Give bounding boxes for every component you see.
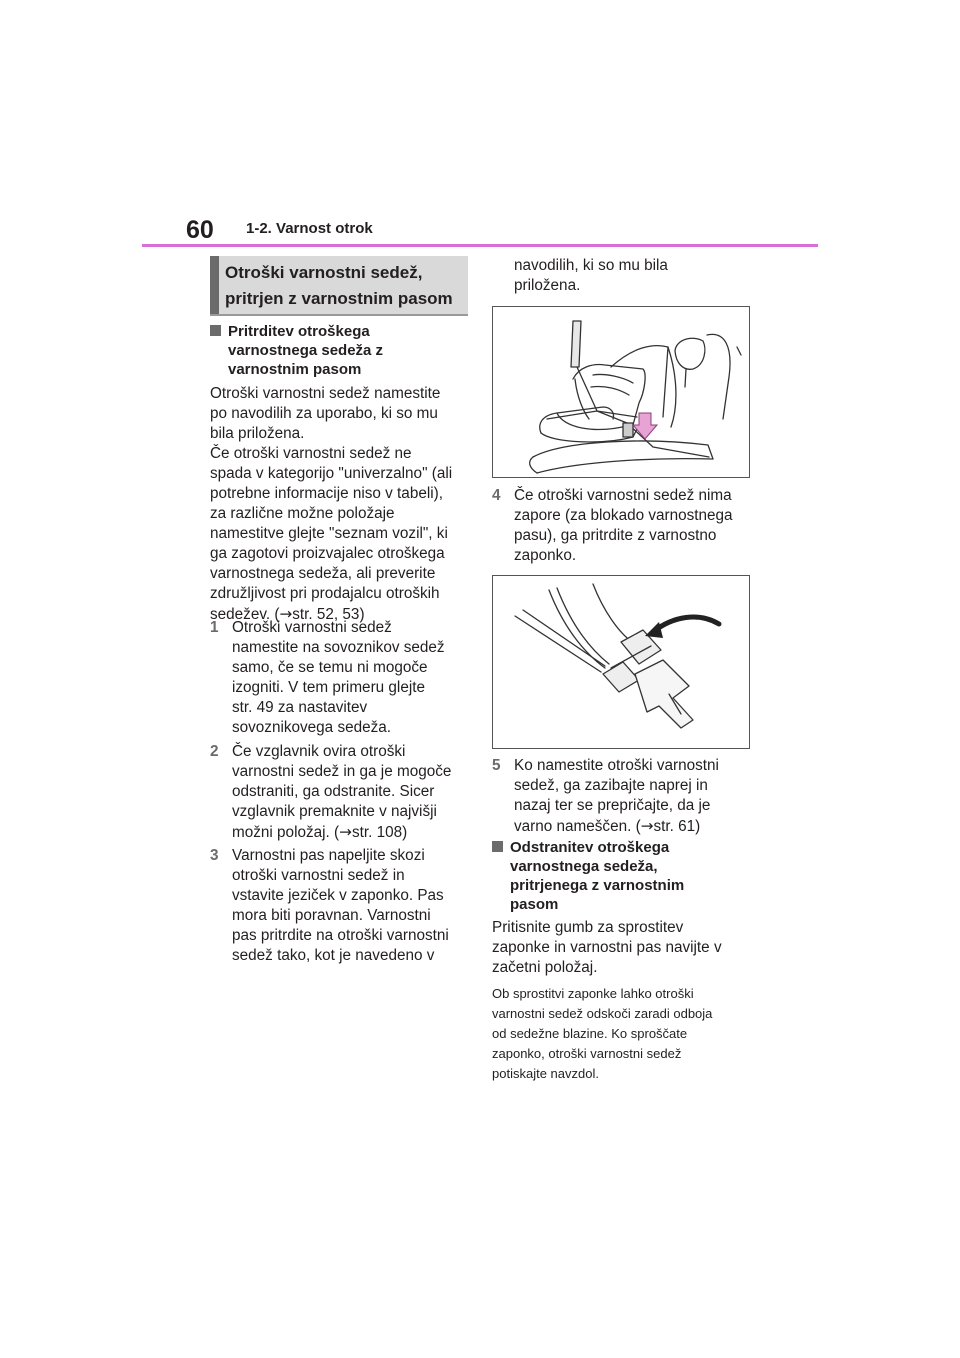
removal-paragraph [492, 918, 756, 978]
section-title: 1-2. Varnost otrok [246, 220, 373, 237]
child-seat-drawing [493, 307, 749, 477]
text-line: sedež tako, kot je navedeno v [232, 947, 435, 964]
page-ref-arrow-icon: → [640, 817, 654, 835]
text-line [232, 822, 451, 843]
step-number: 4 [492, 487, 501, 504]
square-bullet-icon [210, 325, 221, 336]
text-line: Če otroški varnostni sedež nima [514, 487, 732, 504]
text-line: priložena. [514, 277, 581, 294]
text-line: sovoznikovega sedeža. [232, 719, 392, 736]
text-line: ga zagotovi proizvajalec otroškega [210, 545, 445, 562]
text-line: Če otroški varnostni sedež ne [210, 445, 412, 462]
text-line: str. 49 za nastavitev [232, 699, 368, 716]
subheading-line: varnostnim pasom [228, 361, 362, 378]
text-fragment: sedežev. ( [210, 606, 280, 623]
subheading-line: pritrjenega z varnostnim [510, 877, 685, 894]
subheading-line: Pritrditev otroškega [228, 323, 370, 340]
topic-title-line: Otroški varnostni sedež, [225, 263, 423, 282]
text-line: namestitve glejte "seznam vozil", ki [210, 525, 448, 542]
text-line: otroški varnostni sedež in [232, 867, 405, 884]
text-line: spada v kategorijo "univerzalno" (ali [210, 465, 453, 482]
step-number: 2 [210, 743, 219, 760]
title-box-bar [210, 256, 219, 314]
page-ref-arrow-icon: → [279, 605, 293, 623]
page-reference-link[interactable]: str. 52, 53) [292, 606, 365, 623]
step-3-continued [492, 256, 752, 298]
text-line: Če vzglavnik ovira otroški [232, 743, 406, 760]
square-bullet-icon [492, 841, 503, 852]
text-line: po navodilih za uporabo, ki so mu [210, 405, 438, 422]
text-line: vstavite jeziček v zaponko. Pas [232, 887, 444, 904]
step-1 [210, 618, 470, 740]
text-line: sedež, ga zazibajte naprej in [514, 777, 708, 794]
page-reference-link[interactable]: str. 108) [351, 824, 408, 841]
subheading-removal [492, 838, 756, 916]
text-fragment: možni položaj. ( [232, 824, 340, 841]
text-line: namestite na sovoznikov sedež [232, 639, 445, 656]
note-paragraph [492, 984, 756, 1084]
text-line: vzglavnik premaknite v najvišji [232, 803, 437, 820]
text-line: zaponke in varnostni pas navijte v [492, 939, 722, 956]
step-2 [210, 742, 470, 844]
step-5 [492, 756, 756, 838]
text-line: Varnostni pas napeljite skozi [232, 847, 425, 864]
topic-title [225, 260, 470, 312]
text-fragment: varno nameščen. ( [514, 818, 641, 835]
page-number: 60 [186, 216, 214, 244]
text-line: potiskajte navzdol. [492, 1066, 599, 1081]
text-line: izogniti. V tem primeru glejte [232, 679, 425, 696]
text-line: od sedežne blazine. Ko sproščate [492, 1026, 688, 1041]
locking-clip-drawing [493, 576, 749, 748]
text-line: nazaj ter se prepričajte, da je [514, 797, 711, 814]
text-line: odstraniti, ga odstranite. Sicer [232, 783, 435, 800]
text-line: varnostni sedež in ga je mogoče [232, 763, 452, 780]
locking-clip-illustration [492, 575, 750, 749]
topic-title-box [210, 256, 468, 316]
topic-title-line: pritrjen z varnostnim pasom [225, 289, 453, 308]
text-line: navodilih, ki so mu bila [514, 257, 668, 274]
intro-paragraph [210, 384, 470, 625]
text-line: Otroški varnostni sedež [232, 619, 392, 636]
child-seat-illustration [492, 306, 750, 478]
text-line: potrebne informacije niso v tabeli), [210, 485, 443, 502]
header-rule [142, 244, 818, 247]
text-line: zaponko. [514, 547, 577, 564]
text-line: varnostnega sedeža, ali preverite [210, 565, 436, 582]
text-line: mora biti poravnan. Varnostni [232, 907, 431, 924]
text-line: pas pritrdite na otroški varnostni [232, 927, 449, 944]
text-line: samo, če se temu ni mogoče [232, 659, 428, 676]
text-line: bila priložena. [210, 425, 305, 442]
subheading-installation [210, 322, 470, 382]
step-4 [492, 486, 756, 568]
text-line: varnostni sedež odskoči zaradi odboja [492, 1006, 713, 1021]
text-line: zaponko, otroški varnostni sedež [492, 1046, 682, 1061]
step-number: 5 [492, 757, 501, 774]
subheading-line: pasom [510, 896, 559, 913]
page-ref-arrow-icon: → [339, 823, 352, 841]
text-line: Ob sprostitvi zaponke lahko otroški [492, 986, 694, 1001]
text-line: zapore (za blokado varnostnega [514, 507, 733, 524]
page-reference-link[interactable]: str. 61) [653, 818, 701, 835]
step-number: 3 [210, 847, 219, 864]
text-line: začetni položaj. [492, 959, 598, 976]
step-number: 1 [210, 619, 219, 636]
subheading-line: varnostnega sedeža, [510, 858, 658, 875]
subheading-line: Odstranitev otroškega [510, 839, 670, 856]
subheading-line: varnostnega sedeža z [228, 342, 384, 359]
text-line: za različne možne položaje [210, 505, 395, 522]
text-line: Otroški varnostni sedež namestite [210, 385, 441, 402]
text-line: pasu), ga pritrdite z varnostno [514, 527, 717, 544]
step-3 [210, 846, 470, 968]
text-line: Pritisnite gumb za sprostitev [492, 919, 684, 936]
text-line: združljivost pri prodajalcu otroških [210, 585, 440, 602]
text-line [514, 816, 719, 837]
text-line: Ko namestite otroški varnostni [514, 757, 719, 774]
